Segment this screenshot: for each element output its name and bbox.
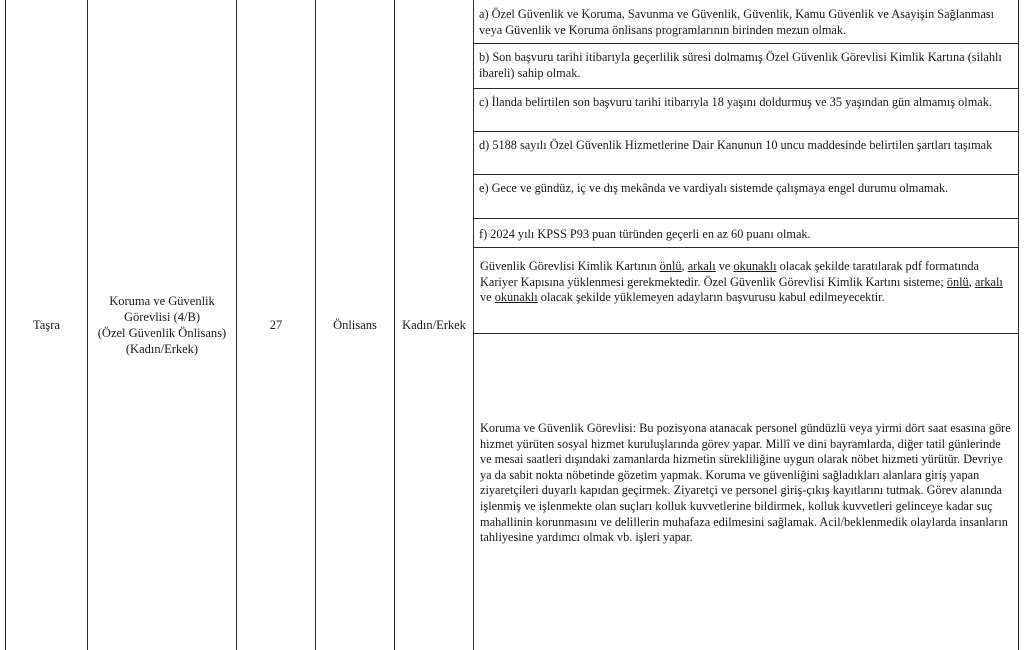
row-divider: [473, 131, 1018, 132]
requirement-c: c) İlanda belirtilen son başvuru tarihi itibarıyla 18 yaşını doldurmuş ve 35 yaşından gün almamış olmak.: [479, 95, 992, 109]
education-text: Önlisans: [333, 318, 377, 332]
position-cell: [88, 290, 236, 360]
location-text: Taşra: [33, 318, 60, 332]
position-line: (Özel Güvenlik Önlisans): [97, 326, 227, 340]
id-card-note: Güvenlik Görevlisi Kimlik Kartının önlü, arkalı ve okunaklı olacak şekilde taratılarak pdf formatında Kariyer Kapısına yüklenmesi gerekmektedir. Özel Güvenlik Görevlisi Kimlik Kartını sisteme; önlü, arkalı ve okunaklı olacak şekilde yüklemeyen adayların başvurusu kabul edilmeyecektir.: [480, 259, 1003, 304]
table-border-right: [1018, 0, 1019, 650]
requirement-d: d) 5188 sayılı Özel Güvenlik Hizmetlerine Dair Kanunun 10 uncu maddesinde belirtilen şartları taşımak: [479, 138, 993, 152]
position-line: (Kadın/Erkek): [125, 342, 199, 356]
count-text: 27: [269, 318, 283, 332]
location-cell: [6, 300, 87, 350]
table-border-col5: [473, 0, 474, 650]
requirement-b: b) Son başvuru tarihi itibarıyla geçerlilik süresi dolmamış Özel Güvenlik Görevlisi Kimlik Kartına (silahlı ibareli) sahip olmak.: [479, 50, 1002, 80]
requirement-f: f) 2024 yılı KPSS P93 puan türünden geçerli en az 60 puanı olmak.: [479, 227, 811, 241]
row-divider: [473, 333, 1018, 334]
row-divider: [473, 174, 1018, 175]
row-divider: [473, 218, 1018, 219]
position-line: Koruma ve Güvenlik: [109, 294, 215, 308]
gender-cell: [395, 300, 473, 350]
row-divider: [473, 247, 1018, 248]
position-line: Görevlisi (4/B): [123, 310, 201, 324]
gender-text: Kadın/Erkek: [402, 318, 466, 332]
requirement-a: a) Özel Güvenlik ve Koruma, Savunma ve Güvenlik, Güvenlik, Kamu Güvenlik ve Asayişin Sağlanması veya Güvenlik ve Koruma önlisans programlarının birinden mezun olmak.: [479, 7, 994, 37]
requirement-e: e) Gece ve gündüz, iç ve dış mekânda ve vardiyalı sistemde çalışmaya engel durumu olmamak.: [479, 181, 949, 195]
count-cell: [237, 300, 315, 350]
education-cell: [316, 300, 394, 350]
row-divider: [473, 43, 1018, 44]
row-divider: [473, 88, 1018, 89]
job-description: Koruma ve Güvenlik Görevlisi: Bu pozisyona atanacak personel gündüzlü veya yirmi dört saat esasına göre hizmet yürüten sosyal hizmet kuruluşlarında görev yapar. Millî ve dini bayramlarda, diğer tatil günlerinde ve mesai saatleri dışındaki zamanlarda hizmetin sürekliliğine uygun olarak nöbet hizmeti yürütür. Devriye ya da sabit nokta nöbetinde gözetim yapmak. Koruma ve güvenliğini sağladıkları alanlara giriş yapan ziyaretçileri duyarlı kapıdan geçirmek. Ziyaretçi ve personel giriş-çıkış kayıtlarını tutmak. Görev alanında işlenmiş ve işlenmekte olan suçları kolluk kuvvetlerine bildirmek, kolluk kuvvetleri gelinceye kadar suç mahallinin korunmasını ve delillerin muhafaza edilmesini sağlamak. Acil/beklenmedik olaylarda insanların tahliyesine yardımcı olmak vb. işleri yapar.: [480, 421, 1011, 545]
